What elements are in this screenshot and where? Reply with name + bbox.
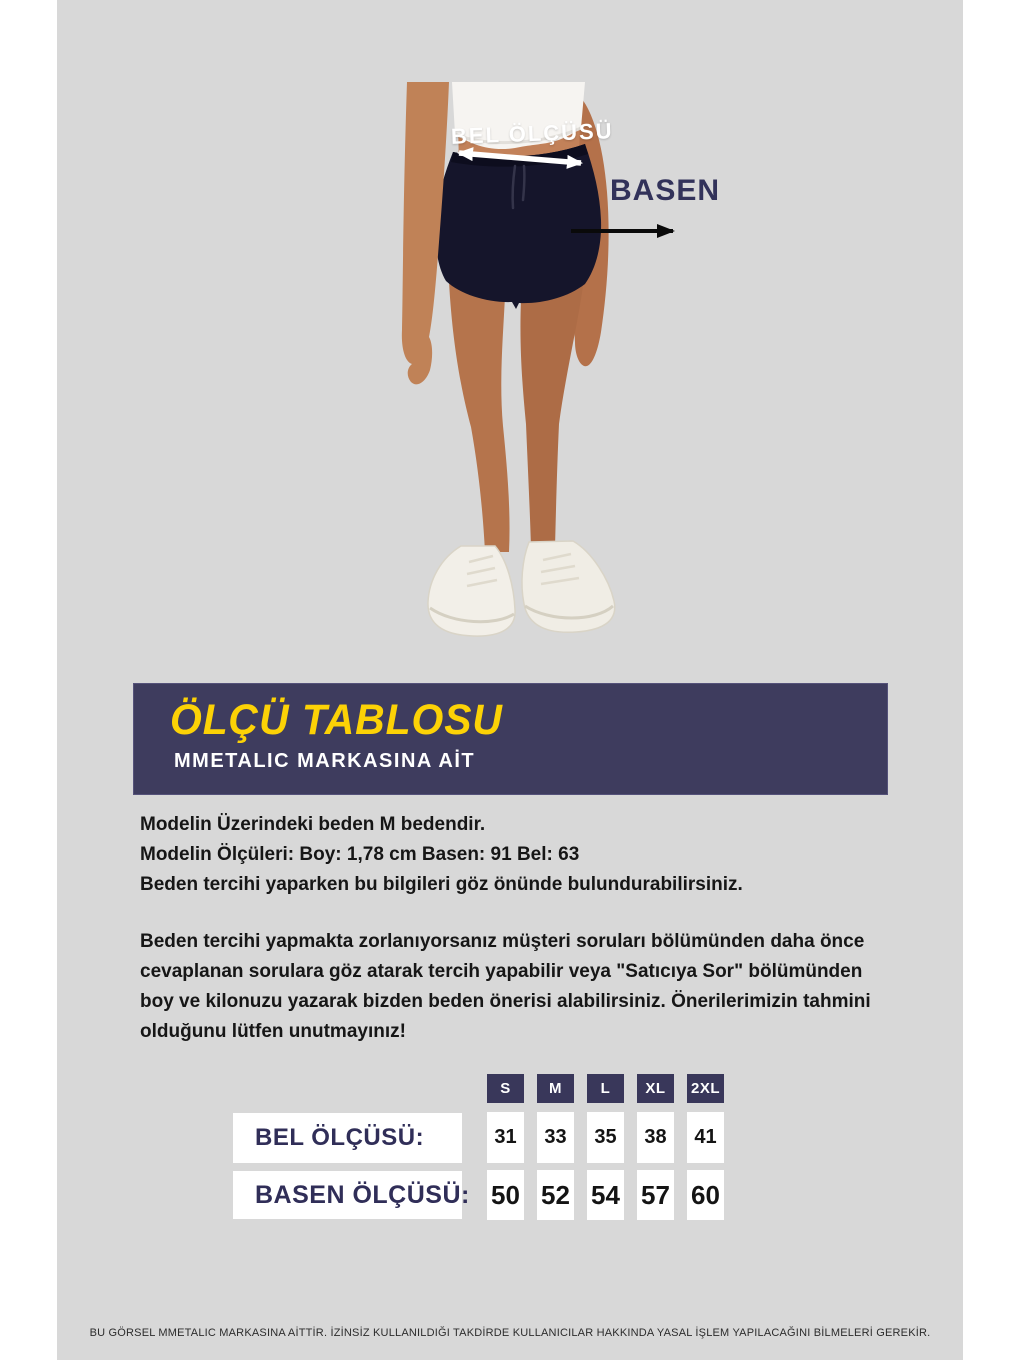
hip-row-label: BASEN ÖLÇÜSÜ:: [233, 1171, 462, 1219]
waist-double-arrow-icon: [445, 146, 595, 172]
info-line: Modelin Ölçüleri: Boy: 1,78 cm Basen: 91 Bel: 63: [140, 844, 580, 865]
size-chip-s: S: [487, 1074, 524, 1103]
waist-values-row: [487, 1112, 724, 1163]
waist-value-s: 31: [487, 1112, 524, 1163]
hip-value-xl: 57: [637, 1170, 674, 1220]
waist-value-l: 35: [587, 1112, 624, 1163]
hip-measure-label: BASEN: [610, 174, 721, 207]
waist-measure-label: BEL ÖLÇÜSÜ: [450, 118, 614, 149]
waist-row-label: BEL ÖLÇÜSÜ:: [233, 1113, 462, 1163]
size-table-banner: [133, 683, 888, 795]
size-chip-m: M: [537, 1074, 574, 1103]
size-chip-l: L: [587, 1074, 624, 1103]
hip-values-row: [487, 1170, 724, 1220]
size-header-row: [487, 1074, 724, 1103]
banner-title: ÖLÇÜ TABLOSU: [170, 696, 503, 744]
info-line: Beden tercihi yapmakta zorlanıyorsanız müşteri soruları bölümünden daha önce: [140, 931, 865, 952]
info-line: Modelin Üzerindeki beden M bedendir.: [140, 814, 486, 835]
hip-value-l: 54: [587, 1170, 624, 1220]
hip-value-m: 52: [537, 1170, 574, 1220]
size-chip-2xl: 2XL: [687, 1074, 724, 1103]
info-line: Beden tercihi yaparken bu bilgileri göz önünde bulundurabilirsiniz.: [140, 874, 743, 895]
hip-arrow-icon: [569, 221, 694, 241]
banner-subtitle: MMETALIC MARKASINA AİT: [174, 750, 476, 772]
size-chip-xl: XL: [637, 1074, 674, 1103]
info-line: boy ve kilonuzu yazarak bizden beden önerisi alabilirsiniz. Önerilerimizin tahmini: [140, 991, 871, 1012]
waist-value-2xl: 41: [687, 1112, 724, 1163]
waist-value-m: 33: [537, 1112, 574, 1163]
waist-value-xl: 38: [637, 1112, 674, 1163]
model-info-text: [140, 810, 940, 1047]
copyright-disclaimer: BU GÖRSEL MMETALIC MARKASINA AİTTİR. İZİNSİZ KULLANILDIĞI TAKDİRDE KULLANICILAR HAKKINDA YASAL İŞLEM YAPILACAĞINI BİLMELERİ GEREKİR.: [89, 1327, 931, 1339]
info-line: olduğunu lütfen unutmayınız!: [140, 1021, 406, 1042]
hip-value-2xl: 60: [687, 1170, 724, 1220]
model-measurements-paragraph: [140, 810, 940, 900]
size-advice-paragraph: [140, 927, 940, 1047]
info-line: cevaplanan sorulara göz atarak tercih yapabilir veya "Satıcıya Sor" bölümünden: [140, 961, 863, 982]
size-guide-canvas: [57, 0, 963, 1360]
hip-value-s: 50: [487, 1170, 524, 1220]
